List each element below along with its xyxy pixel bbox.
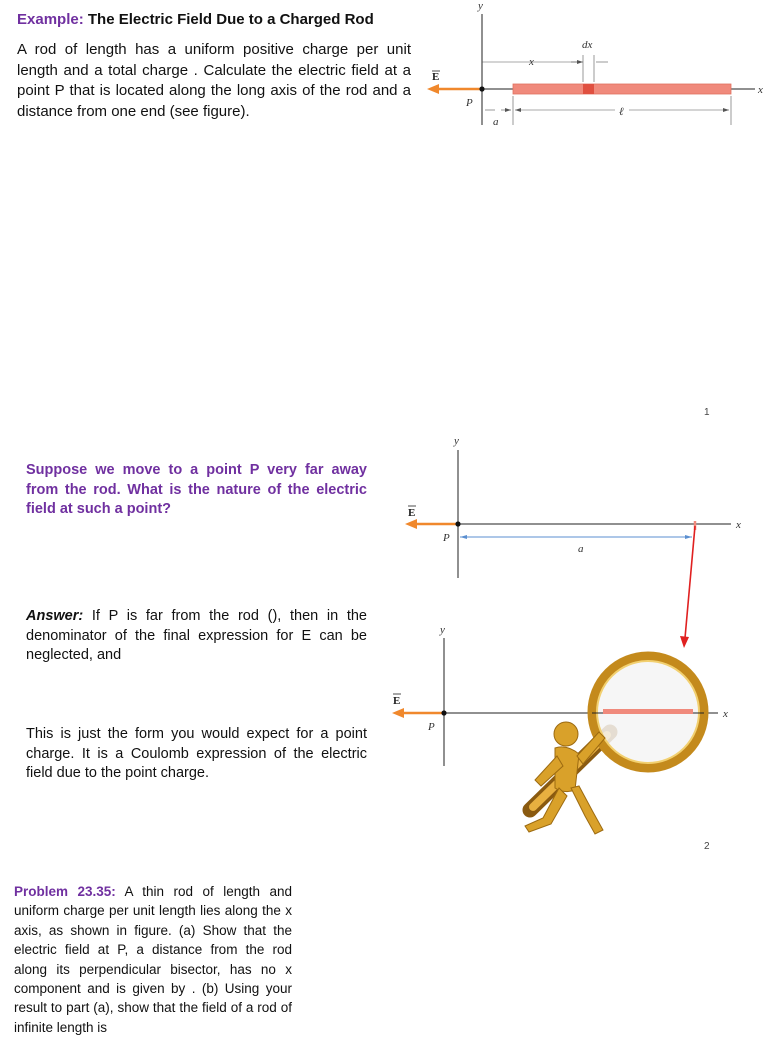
answer-label: Answer:	[26, 608, 84, 624]
gold-figure-icon	[525, 722, 605, 834]
e-field-label: E	[408, 507, 416, 519]
y-axis-label: y	[478, 0, 483, 12]
point-p	[479, 86, 484, 91]
x-axis-label: x	[736, 519, 741, 531]
answer-body: If P is far from the rod (), then in the denominator of the final expression for E can be neglected, and	[26, 608, 367, 663]
conclusion-paragraph: This is just the form you would expect for a point charge. It is a Coulomb expression of the electric field due to the point charge.	[26, 726, 367, 781]
a-label: a	[493, 116, 499, 128]
example-label: Example:	[17, 11, 84, 28]
figure-rod-axis	[415, 0, 768, 140]
page-number-2: 2	[704, 841, 710, 852]
y-axis-label: y	[454, 435, 459, 447]
x-dimension-label: x	[529, 56, 534, 68]
charged-rod	[513, 84, 731, 94]
e-field-label: E	[432, 71, 440, 83]
example-title: The Electric Field Due to a Charged Rod	[87, 11, 374, 28]
e-field-arrowhead	[405, 519, 417, 529]
problem-paragraph	[14, 882, 292, 1035]
point-p	[455, 521, 460, 526]
point-p-label: P	[428, 721, 435, 733]
point-p-label: P	[466, 97, 473, 109]
answer-paragraph	[26, 607, 367, 666]
example-body: A rod of length has a uniform positive charge per unit length and a total charge . Calculate the electric field at a point P that is located along the long axis of the rod and a distance from one end (see figure).	[17, 41, 411, 120]
point-p-label: P	[443, 532, 450, 544]
x-axis-label: x	[723, 708, 728, 720]
l-label: ℓ	[619, 106, 624, 118]
figure-magnifier	[385, 620, 765, 850]
y-axis-label: y	[440, 624, 445, 636]
e-field-label: E	[393, 695, 401, 707]
e-field-arrowhead	[392, 708, 404, 718]
figure-far-point	[398, 430, 758, 590]
magnified-rod	[603, 709, 693, 714]
example-heading	[17, 11, 417, 28]
dx-label: dx	[582, 39, 593, 51]
e-field-arrowhead	[427, 84, 439, 94]
x-axis-label: x	[758, 84, 763, 96]
problem-body: A thin rod of length and uniform charge per unit length lies along the x axis, as shown in figure. (a) Show that the electric field at P, a distance from the rod along its perpendicular bisector, has no x component and is given by . (b) Using your result to part (a), show that the field of a rod of infinite length is	[14, 884, 292, 1035]
page-number-1: 1	[704, 407, 710, 418]
problem-label: Problem 23.35:	[14, 884, 116, 899]
a-label: a	[578, 543, 584, 555]
far-point-question: Suppose we move to a point P very far away from the rod. What is the nature of the electric field at such a point?	[26, 462, 367, 517]
charge-element-dx	[583, 84, 594, 94]
point-p	[441, 710, 446, 715]
